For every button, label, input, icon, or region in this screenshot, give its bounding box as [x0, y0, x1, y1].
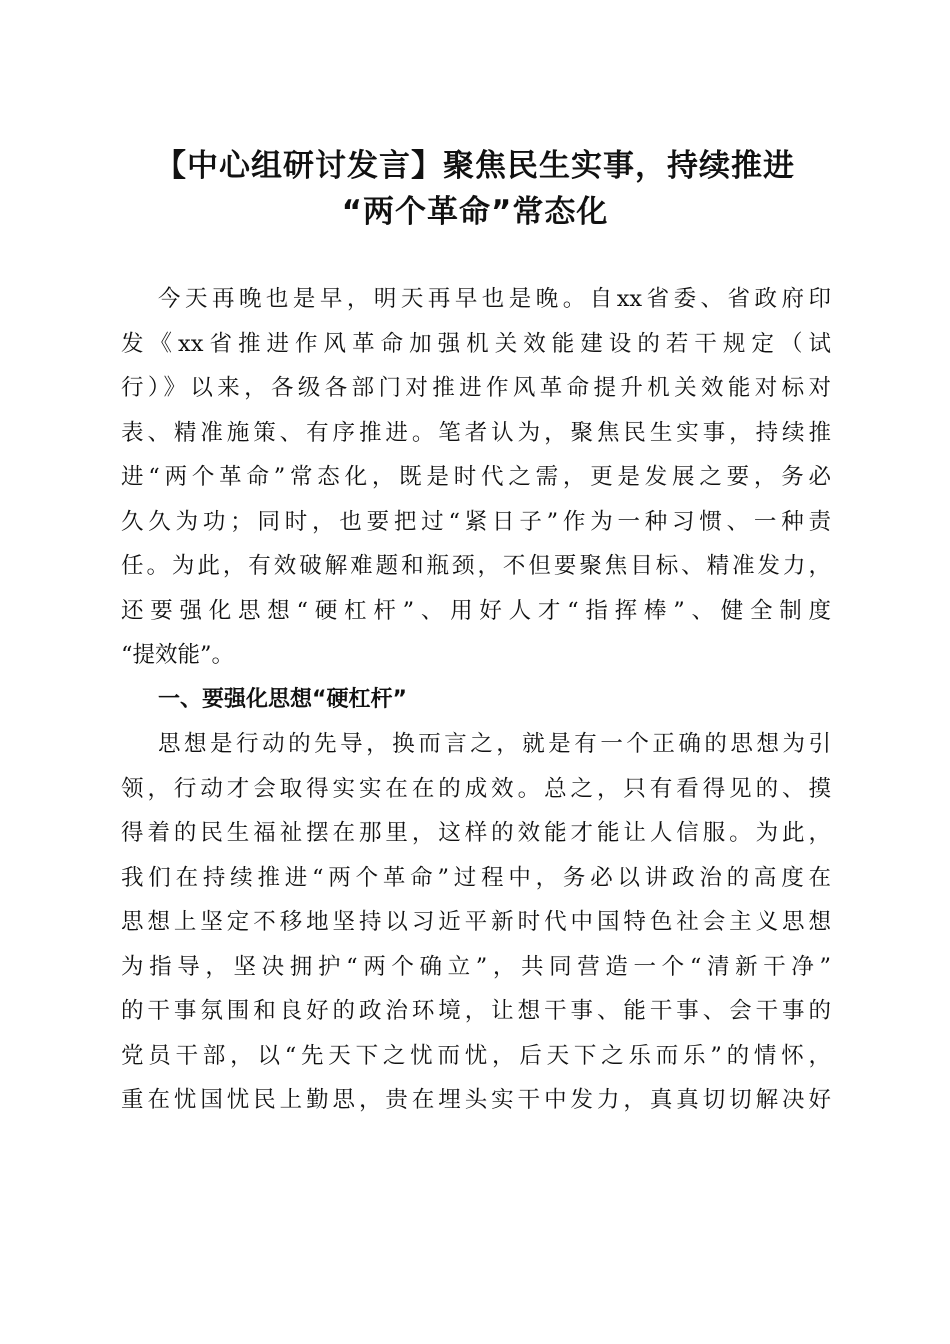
- paragraph-2-line: 领，行动才会取得实实在在的成效。总之，只有看得见的、摸: [121, 775, 831, 802]
- document-title-line-1: 【中心组研讨发言】聚焦民生实事，持续推进: [155, 148, 795, 184]
- document-body: [121, 277, 831, 1123]
- paragraph-1-line: “提效能”。: [121, 642, 235, 668]
- paragraph-1-line: 表、精准施策、有序推进。笔者认为，聚焦民生实事，持续推: [121, 419, 831, 446]
- paragraph-1-line: 行）》以来，各级各部门对推进作风革命提升机关效能对标对: [121, 375, 831, 401]
- paragraph-1-line: 任。为此，有效破解难题和瓶颈，不但要聚焦目标、精准发力，: [121, 553, 831, 579]
- paragraph-1-line: 还要强化思想“硬杠杆”、用好人才“指挥棒”、健全制度: [121, 597, 831, 624]
- paragraph-2-line: 重在忧国忧民上勤思，贵在埋头实干中发力，真真切切解决好: [121, 1087, 831, 1113]
- paragraph-1-line: 今天再晚也是早，明天再早也是晚。自xx省委、省政府印: [158, 286, 831, 312]
- paragraph-1-line: 久久为功；同时，也要把过“紧日子”作为一种习惯、一种责: [121, 508, 831, 535]
- paragraph-2-line: 得着的民生福祉摆在那里，这样的效能才能让人信服。为此，: [121, 820, 831, 846]
- paragraph-2-line: 我们在持续推进“两个革命”过程中，务必以讲政治的高度在: [121, 864, 831, 891]
- paragraph-2-line: 的干事氛围和良好的政治环境，让想干事、能干事、会干事的: [121, 998, 831, 1024]
- document-title-line-2: “两个革命”常态化: [341, 194, 609, 230]
- paragraph-2-line: 为指导，坚决拥护“两个确立”，共同营造一个“清新干净”: [121, 953, 831, 980]
- paragraph-1-line: 进“两个革命”常态化，既是时代之需，更是发展之要，务必: [121, 464, 831, 490]
- paragraph-2-line: 思想上坚定不移地坚持以习近平新时代中国特色社会主义思想: [121, 909, 831, 935]
- paragraph-1-line: 发《xx省推进作风革命加强机关效能建设的若干规定（试: [121, 330, 831, 357]
- paragraph-2-line: 思想是行动的先导，换而言之，就是有一个正确的思想为引: [158, 731, 831, 757]
- paragraph-2-line: 党员干部，以“先天下之忧而忧，后天下之乐而乐”的情怀，: [121, 1042, 831, 1069]
- section-heading-1: 一、要强化思想“硬杠杆”: [158, 686, 407, 712]
